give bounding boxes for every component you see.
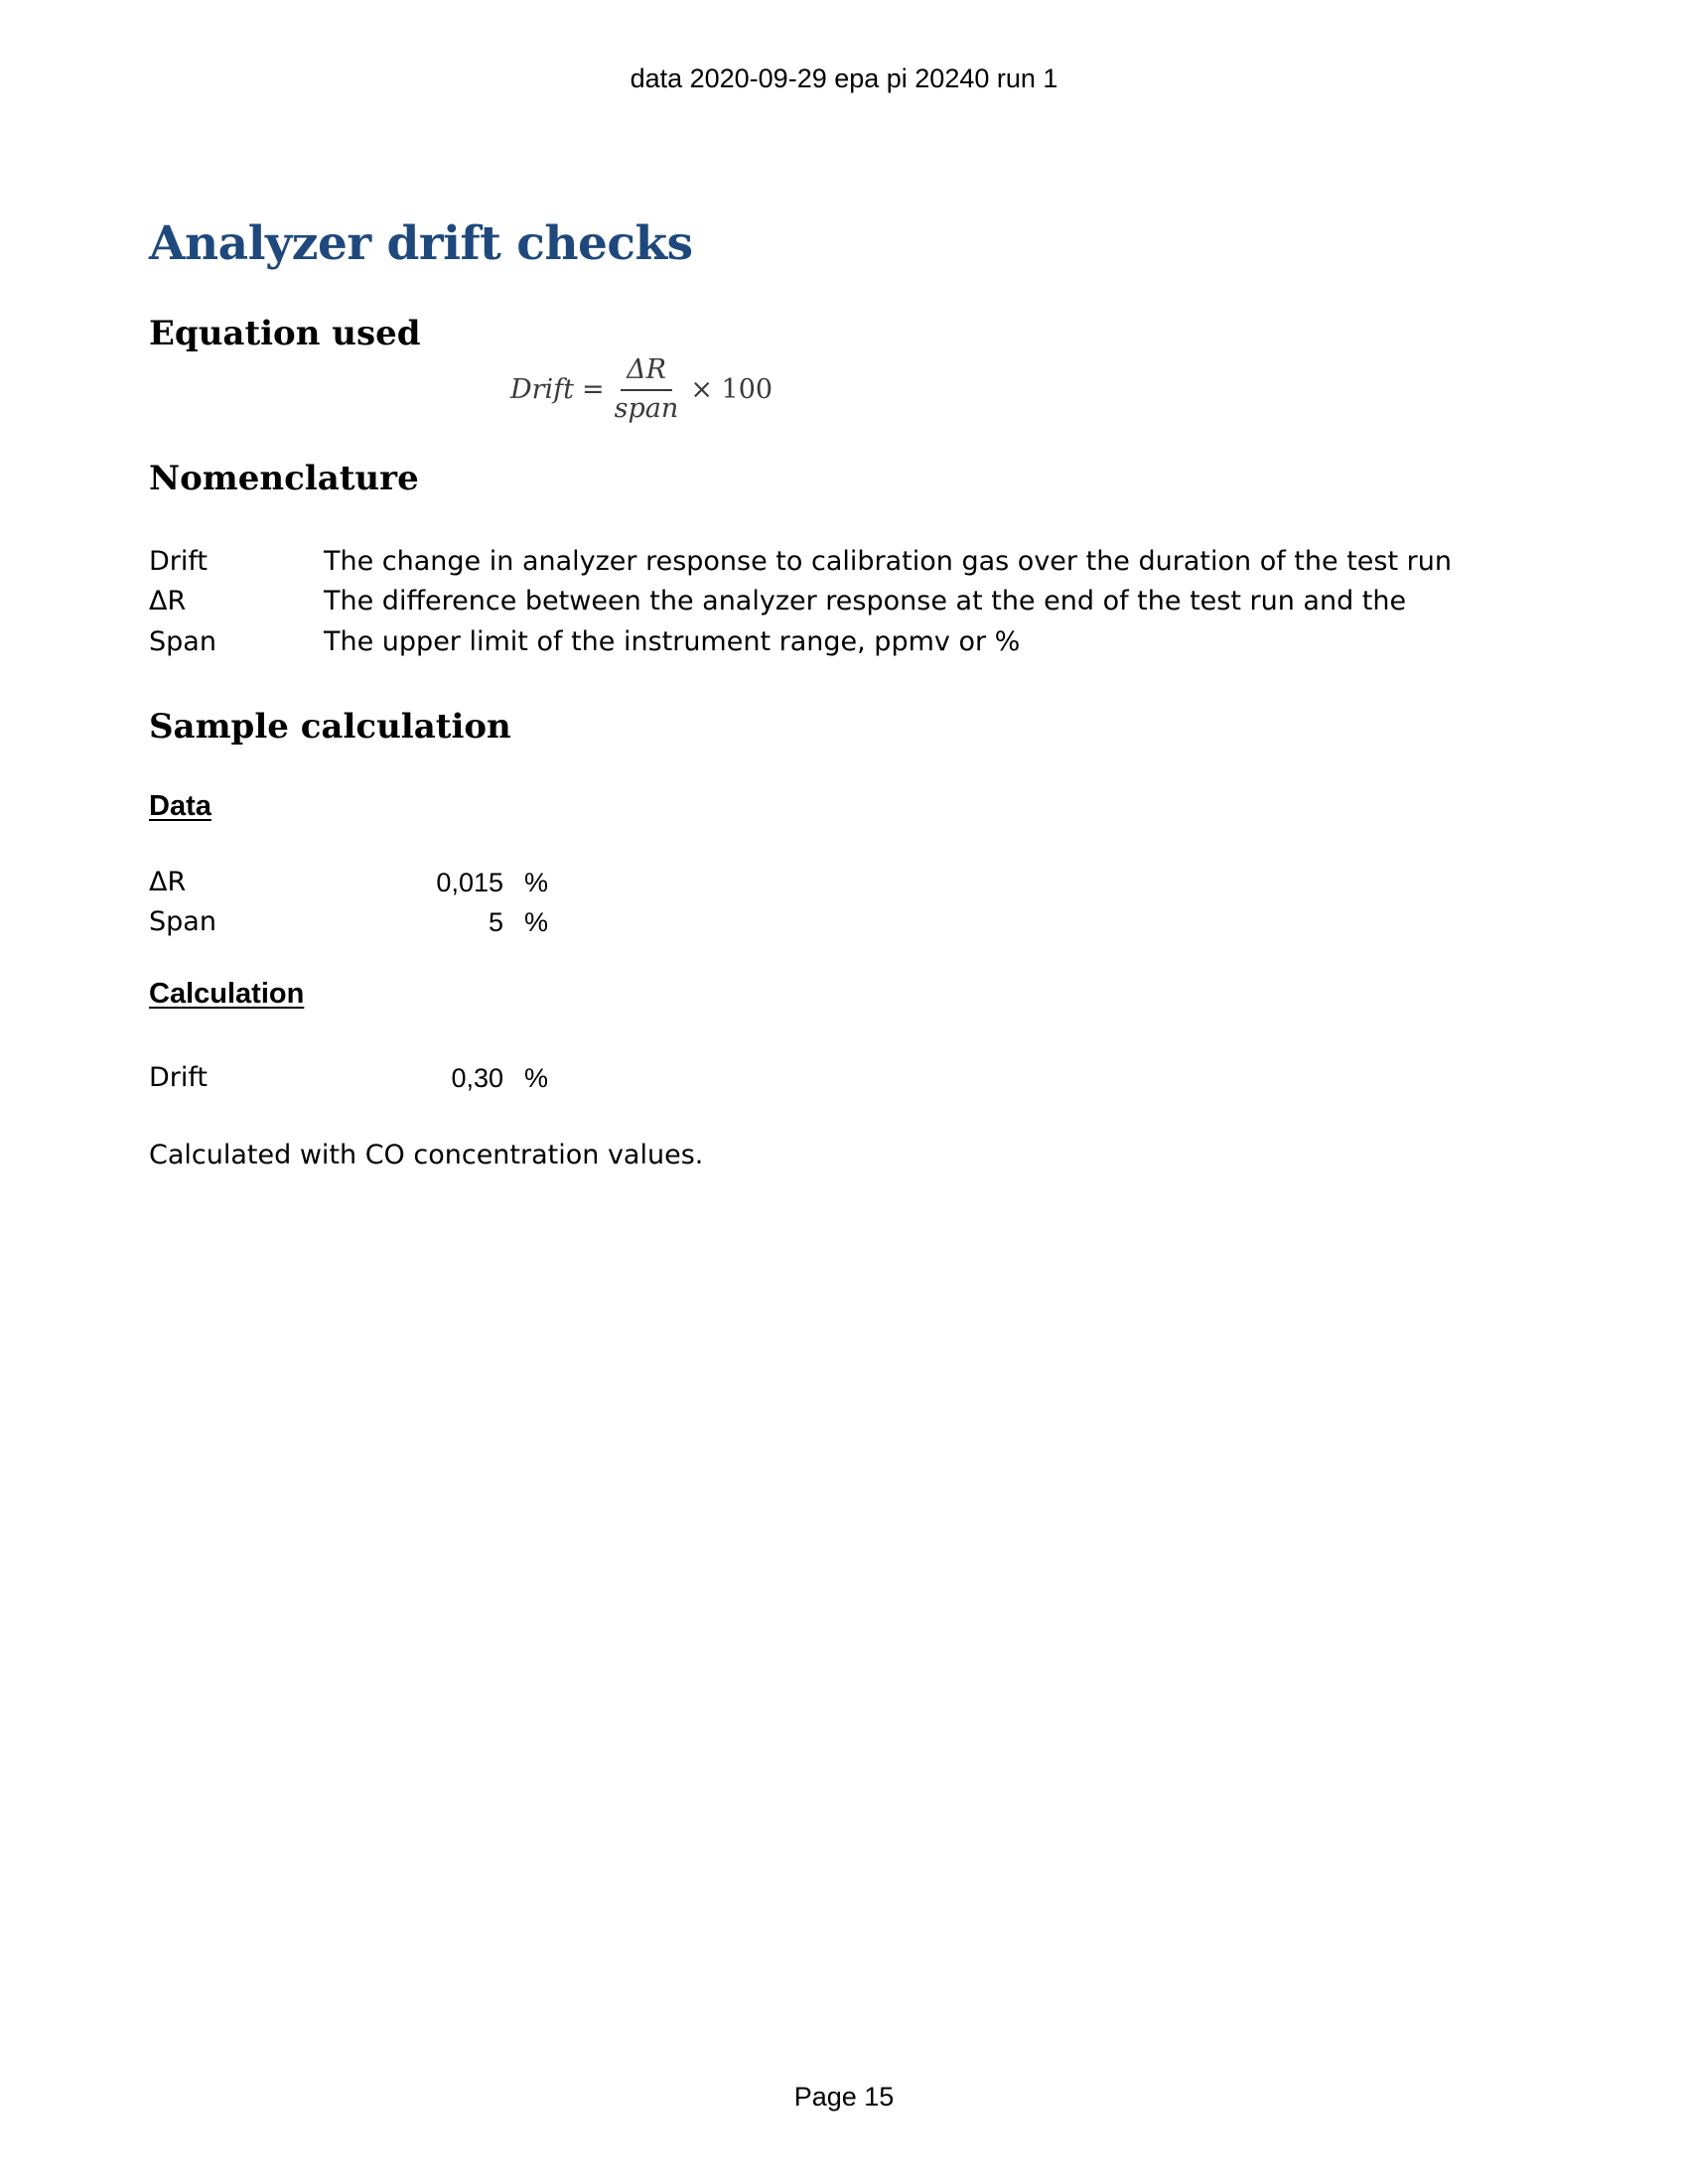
data-unit: % (524, 907, 549, 937)
equation-numerator: ΔR (621, 355, 672, 391)
nomenclature-description: The upper limit of the instrument range, ppmv or % (324, 626, 1021, 657)
data-unit: % (524, 868, 549, 897)
nomenclature-heading: Nomenclature (149, 459, 419, 498)
page-title: Analyzer drift checks (149, 216, 693, 271)
calculation-note: Calculated with CO concentration values. (149, 1140, 704, 1170)
nomenclature-description: The change in analyzer response to calibration gas over the duration of the test run (324, 546, 1452, 577)
equation-equals: = (582, 373, 605, 405)
calculation-unit: % (524, 1063, 549, 1093)
calculation-subheading: Calculation (149, 978, 305, 1010)
data-subheading: Data (149, 790, 211, 822)
data-label: ΔR (149, 867, 187, 897)
nomenclature-term: ΔR (149, 586, 187, 616)
nomenclature-term: Drift (149, 546, 209, 577)
nomenclature-term: Span (149, 626, 216, 657)
nomenclature-description: The difference between the analyzer response at the end of the test run and the (324, 586, 1407, 616)
equation-multiplier: × 100 (690, 373, 774, 405)
page-number: Page 15 (793, 2082, 895, 2112)
data-value: 0,015 (436, 868, 503, 897)
data-value: 5 (488, 907, 503, 937)
data-row (149, 904, 566, 940)
equation-denominator: span (614, 392, 679, 424)
drift-equation (510, 349, 773, 429)
equation-fraction (615, 355, 679, 423)
data-row (149, 865, 566, 900)
equation-lhs: Drift (510, 373, 575, 405)
calculation-label: Drift (149, 1062, 209, 1093)
equation-heading: Equation used (149, 314, 421, 353)
page-header: data 2020-09-29 epa pi 20240 run 1 (630, 64, 1058, 93)
calculation-row (149, 1060, 566, 1096)
sample-calculation-heading: Sample calculation (149, 707, 511, 747)
data-label: Span (149, 906, 216, 937)
calculation-value: 0,30 (451, 1063, 503, 1093)
